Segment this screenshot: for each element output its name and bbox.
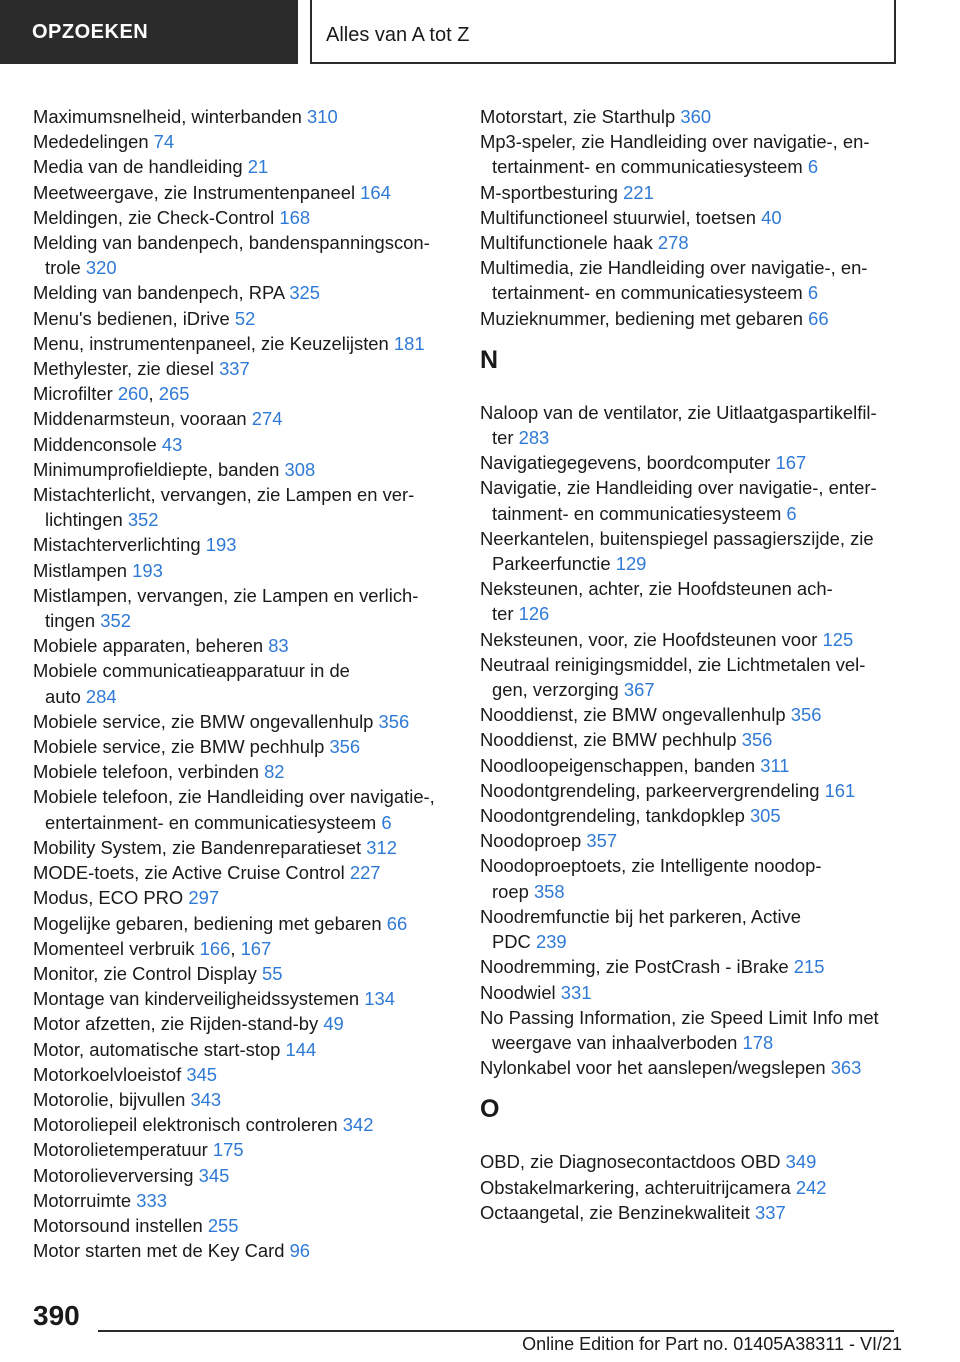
page-reference-link[interactable]: 352: [127, 509, 159, 531]
index-entry: [480, 1055, 900, 1080]
index-entry-text: Momenteel verbruik: [33, 937, 195, 959]
index-entry-continuation: tingen: [45, 610, 96, 632]
index-entry-text: OBD, zie Diagnosecontactdoos OBD: [480, 1151, 781, 1173]
index-entry: [33, 406, 453, 431]
index-entry: [33, 482, 453, 532]
index-entry-text: Modus, ECO PRO: [33, 887, 184, 909]
index-entry-continuation: ter: [492, 603, 514, 625]
index-entry-text: Maximumsnelheid, winterbanden: [33, 106, 302, 127]
index-entry-continuation: PDC: [492, 931, 531, 953]
page-reference-link[interactable]: 166: [199, 937, 231, 959]
index-entry-text: Mobiele communicatieapparatuur in de: [33, 660, 350, 682]
page-reference-link[interactable]: 260: [117, 383, 149, 405]
index-entry-text: Middenarmsteun, vooraan: [33, 408, 247, 430]
index-entry-continuation: entertainment- en communicatiesysteem: [45, 811, 377, 833]
page-reference-link[interactable]: 66: [386, 912, 408, 934]
index-entry-text: Mobiele service, zie BMW ongevallenhulp: [33, 710, 374, 732]
index-entry: [33, 961, 453, 986]
index-entry-continuation: Parkeerfunctie: [492, 553, 611, 575]
index-entry-text: Methylester, zie diesel: [33, 358, 214, 380]
page-reference-link[interactable]: 167: [240, 937, 272, 959]
index-entry: [480, 1175, 900, 1200]
index-entry-continuation: weergave van inhaalverboden: [492, 1031, 738, 1053]
index-entry: [480, 104, 900, 129]
index-column-left: [33, 104, 453, 1263]
chapter-title: Alles van A tot Z: [310, 0, 896, 64]
index-entry-text: Mp3-speler, zie Handleiding over navigatie-, en-: [480, 131, 870, 153]
page-reference-link[interactable]: 283: [518, 427, 550, 449]
index-entry: [480, 652, 900, 702]
page-reference-link[interactable]: 345: [186, 1063, 218, 1085]
index-entry: [33, 734, 453, 759]
footer-divider: [98, 1330, 894, 1332]
index-entry-text: Mistlampen, vervangen, zie Lampen en verlich-: [33, 584, 419, 606]
index-entry: [33, 986, 453, 1011]
page-reference-link[interactable]: 52: [234, 307, 256, 329]
index-entry-text: M-sportbesturing: [480, 181, 618, 203]
page-reference-link[interactable]: 125: [822, 628, 854, 650]
index-entry-text: Neksteunen, voor, zie Hoofdsteunen voor: [480, 628, 818, 650]
page-reference-link[interactable]: 6: [381, 811, 392, 833]
index-entry: [33, 1112, 453, 1137]
page-reference-link[interactable]: 360: [680, 106, 712, 127]
index-letter-heading: N: [480, 345, 499, 374]
page-reference-link[interactable]: 312: [366, 836, 397, 858]
page-reference-link[interactable]: 255: [207, 1214, 239, 1236]
index-entry-text: Noodoproep: [480, 830, 582, 852]
index-entry: [33, 104, 453, 129]
page-reference-link[interactable]: 181: [393, 332, 425, 354]
index-entry: [33, 457, 453, 482]
index-entry: [33, 784, 453, 834]
index-entry-text: Mobiele telefoon, zie Handleiding over navigatie-,: [33, 786, 435, 808]
page-reference-link[interactable]: 21: [247, 156, 269, 178]
index-entry-text: Motor, automatische start-stop: [33, 1038, 281, 1060]
index-entry: [33, 633, 453, 658]
index-entry-text: Mistachterlicht, vervangen, zie Lampen en ver-: [33, 484, 415, 506]
page-reference-link[interactable]: 356: [741, 729, 773, 751]
index-entry: [33, 532, 453, 557]
index-entry: [480, 904, 900, 954]
index-entry-text: Motor afzetten, zie Rijden-stand-by: [33, 1013, 319, 1035]
page-reference-link[interactable]: 164: [360, 181, 391, 203]
page-reference-link[interactable]: 193: [205, 534, 237, 556]
index-entry: [480, 803, 900, 828]
index-entry: [33, 205, 453, 230]
index-entry: [480, 205, 900, 230]
index-entry-text: Meldingen, zie Check-Control: [33, 206, 275, 228]
index-entry-text: Motorsound instellen: [33, 1214, 203, 1236]
page-reference-link[interactable]: 325: [289, 282, 320, 304]
index-entry: [33, 1213, 453, 1238]
page-reference-link[interactable]: 311: [760, 754, 790, 776]
index-entry: Microfilter 260, 265: [33, 383, 190, 405]
index-entry-text: Melding van bandenpech, bandenspanningscon-: [33, 232, 430, 254]
index-entry: [33, 885, 453, 910]
index-entry-text: Motorstart, zie Starthulp: [480, 106, 676, 127]
page-reference-link[interactable]: 74: [153, 131, 175, 153]
index-entry: [480, 306, 900, 331]
page-reference-link[interactable]: 284: [85, 685, 117, 707]
page-reference-link[interactable]: 193: [132, 559, 163, 581]
index-entry: [480, 255, 900, 305]
page-reference-link[interactable]: 356: [378, 710, 410, 732]
index-entry-text: Navigatie, zie Handleiding over navigatie-, enter-: [480, 477, 877, 499]
index-entry-continuation: lichtingen: [45, 509, 123, 531]
index-entry-text: Neerkantelen, buitenspiegel passagierszijde, zie: [480, 527, 874, 549]
page-reference-link[interactable]: 356: [790, 704, 822, 726]
index-entry-text: Nooddienst, zie BMW ongevallenhulp: [480, 704, 786, 726]
index-entry-text: Nylonkabel voor het aanslepen/wegslepen: [480, 1057, 826, 1079]
index-entry: [33, 658, 453, 708]
index-entry: [33, 331, 453, 356]
page-reference-link[interactable]: 6: [807, 156, 819, 178]
page-reference-link[interactable]: 242: [795, 1176, 827, 1198]
index-entry-text: Naloop van de ventilator, zie Uitlaatgaspartikelfil-: [480, 401, 877, 423]
index-entry: [480, 627, 900, 652]
index-entry-text: Noodontgrendeling, parkeervergrendeling: [480, 779, 820, 801]
page-reference-link[interactable]: 49: [323, 1013, 344, 1035]
index-entry-continuation: roep: [492, 880, 529, 902]
index-entry: [33, 306, 453, 331]
index-entry-text: Noodloopeigenschappen, banden: [480, 754, 756, 776]
index-entry-text: Mistachterverlichting: [33, 534, 201, 556]
index-entry: [480, 576, 900, 626]
page-reference-link[interactable]: 337: [755, 1201, 786, 1223]
index-entry: [480, 526, 900, 576]
index-entry: [480, 129, 900, 179]
index-entry-text: Mogelijke gebaren, bediening met gebaren: [33, 912, 382, 934]
edition-note: Online Edition for Part no. 01405A38311 - VI/21: [522, 1334, 902, 1354]
index-entry: [33, 1087, 453, 1112]
index-entry-continuation: tertainment- en communicatiesysteem: [492, 282, 803, 304]
index-entry-text: Neutraal reinigingsmiddel, zie Lichtmetalen vel-: [480, 653, 866, 675]
index-entry-text: Motorruimte: [33, 1189, 132, 1211]
index-entry: [480, 753, 900, 778]
page-reference-link[interactable]: 308: [284, 458, 316, 480]
index-entry: [480, 180, 900, 205]
index-entry-text: Nooddienst, zie BMW pechhulp: [480, 729, 737, 751]
index-entry: [33, 759, 453, 784]
index-entry: [33, 1238, 453, 1263]
page-reference-link[interactable]: 66: [808, 307, 829, 329]
index-entry-text: Mistlampen: [33, 559, 128, 581]
page-reference-link[interactable]: 310: [306, 106, 338, 127]
index-entry: [480, 1200, 900, 1225]
page-reference-link[interactable]: 178: [742, 1031, 774, 1053]
page-reference-link[interactable]: 167: [775, 452, 807, 474]
index-entry-text: Microfilter: [33, 383, 113, 405]
index-entry: [33, 835, 453, 860]
index-entry-text: Mobiele telefoon, verbinden: [33, 761, 259, 783]
index-entry-text: Mobiele service, zie BMW pechhulp: [33, 736, 325, 758]
index-entry-text: Noodremming, zie PostCrash - iBrake: [480, 956, 789, 978]
index-entry: [480, 828, 900, 853]
index-entry: [480, 475, 900, 525]
page-reference-link[interactable]: 356: [329, 736, 361, 758]
index-entry: [33, 1137, 453, 1162]
index-entry-text: Multifunctioneel stuurwiel, toetsen: [480, 206, 757, 228]
page-number: 390: [33, 1300, 80, 1331]
index-entry-continuation: trole: [45, 257, 81, 279]
index-entry-text: Motorolieverversing: [33, 1164, 194, 1186]
index-entry-text: Melding van bandenpech, RPA: [33, 282, 285, 304]
index-entry: [480, 778, 900, 803]
page-reference-link[interactable]: 96: [289, 1240, 311, 1262]
index-entry-text: Motor starten met de Key Card: [33, 1240, 285, 1262]
page-reference-link[interactable]: 305: [749, 805, 781, 827]
index-entry-text: Noodoproeptoets, zie Intelligente noodop-: [480, 855, 822, 877]
index-entry-text: Middenconsole: [33, 433, 157, 455]
page-reference-link[interactable]: 363: [830, 1057, 862, 1079]
index-entry-text: Motoroliepeil elektronisch controleren: [33, 1114, 338, 1136]
index-entry: [480, 853, 900, 903]
section-tab: OPZOEKEN: [0, 0, 298, 64]
index-entry-continuation: tainment- en communicatiesysteem: [492, 502, 782, 524]
index-entry-continuation: gen, verzorging: [492, 679, 619, 701]
page-reference-link[interactable]: 129: [615, 553, 647, 575]
index-entry-text: Mobiele apparaten, beheren: [33, 635, 264, 657]
index-entry: [33, 154, 453, 179]
page-reference-link[interactable]: 40: [761, 206, 782, 228]
index-entry-text: Muzieknummer, bediening met gebaren: [480, 307, 804, 329]
index-entry: [33, 1163, 453, 1188]
index-letter-heading: O: [480, 1095, 500, 1124]
index-entry-continuation: tertainment- en communicatiesysteem: [492, 156, 803, 178]
index-entry-text: Mededelingen: [33, 131, 149, 153]
page-reference-link[interactable]: 345: [198, 1164, 230, 1186]
page-reference-link[interactable]: 82: [264, 761, 285, 783]
index-entry-continuation: ter: [492, 427, 514, 449]
page-reference-link[interactable]: 215: [793, 956, 825, 978]
index-entry: [33, 860, 453, 885]
index-entry: [33, 1037, 453, 1062]
index-entry: [33, 1011, 453, 1036]
index-entry: [33, 230, 453, 280]
index-entry-text: MODE-toets, zie Active Cruise Control: [33, 862, 345, 884]
page-reference-link[interactable]: 352: [100, 610, 131, 632]
page-reference-link[interactable]: 221: [623, 181, 654, 203]
index-entry: [33, 709, 453, 734]
index-entry-text: Octaangetal, zie Benzinekwaliteit: [480, 1201, 750, 1223]
page-reference-link[interactable]: 6: [786, 502, 797, 524]
index-entry: [33, 911, 453, 936]
page-reference-link[interactable]: 274: [251, 408, 283, 430]
page-reference-link[interactable]: 83: [268, 635, 289, 657]
index-entry: [33, 583, 453, 633]
index-entry: Momenteel verbruik 166, 167: [33, 937, 272, 959]
index-entry-text: Neksteunen, achter, zie Hoofdsteunen ach-: [480, 578, 833, 600]
index-entry-text: Noodremfunctie bij het parkeren, Active: [480, 905, 801, 927]
index-entry-text: No Passing Information, zie Speed Limit Info met: [480, 1006, 879, 1028]
index-entry: [33, 1062, 453, 1087]
index-entry: [480, 230, 900, 255]
page-reference-link[interactable]: 297: [188, 887, 220, 909]
index-entry: [33, 280, 453, 305]
index-entry: [480, 1149, 900, 1174]
index-entry-continuation: auto: [45, 685, 81, 707]
index-entry-text: Motorolietemperatuur: [33, 1139, 208, 1161]
index-entry: [33, 558, 453, 583]
index-entry: [33, 129, 453, 154]
page-reference-link[interactable]: 349: [785, 1151, 817, 1173]
page-reference-link[interactable]: 227: [349, 862, 381, 884]
index-entry-text: Obstakelmarkering, achteruitrijcamera: [480, 1176, 791, 1198]
index-entry-text: Meetweergave, zie Instrumentenpaneel: [33, 181, 356, 203]
index-entry-text: Minimumprofieldiepte, banden: [33, 458, 280, 480]
index-entry-text: Motorolie, bijvullen: [33, 1088, 186, 1110]
page-reference-link[interactable]: 175: [212, 1139, 244, 1161]
page-reference-link[interactable]: 337: [219, 358, 250, 380]
page-reference-link[interactable]: 43: [161, 433, 183, 455]
page-reference-link[interactable]: 239: [535, 931, 567, 953]
page-reference-link[interactable]: 342: [342, 1114, 374, 1136]
index-entry: [33, 432, 453, 457]
page-reference-link[interactable]: 278: [657, 232, 689, 254]
index-entry: [480, 980, 900, 1005]
index-entry-text: Menu's bedienen, iDrive: [33, 307, 230, 329]
index-entry-text: Navigatiegegevens, boordcomputer: [480, 452, 771, 474]
page-reference-link[interactable]: 144: [285, 1038, 317, 1060]
index-entry-text: Motorkoelvloeistof: [33, 1063, 182, 1085]
page-header: [0, 0, 960, 64]
index-entry: [33, 180, 453, 205]
index-entry-text: Multimedia, zie Handleiding over navigatie-, en-: [480, 257, 868, 279]
index-entry: [33, 356, 453, 381]
index-entry-text: Montage van kinderveiligheidssystemen: [33, 988, 360, 1010]
page-reference-link[interactable]: 55: [261, 962, 283, 984]
index-entry-text: Multifunctionele haak: [480, 232, 653, 254]
page-reference-link[interactable]: 367: [623, 679, 655, 701]
page-reference-link[interactable]: 357: [586, 830, 618, 852]
index-entry-text: Mobility System, zie Bandenreparatieset: [33, 836, 362, 858]
page-reference-link[interactable]: 265: [158, 383, 190, 405]
page-reference-link[interactable]: 331: [560, 981, 592, 1003]
page-reference-link[interactable]: 333: [136, 1189, 167, 1211]
index-entry: [480, 954, 900, 979]
index-entry: [480, 400, 900, 450]
page-reference-link[interactable]: 6: [807, 282, 819, 304]
index-entry-text: Menu, instrumentenpaneel, zie Keuzelijsten: [33, 332, 389, 354]
page-reference-link[interactable]: 168: [279, 206, 311, 228]
page-reference-link[interactable]: 320: [85, 257, 117, 279]
index-entry: [33, 1188, 453, 1213]
index-entry: [480, 450, 900, 475]
index-entry: [480, 727, 900, 752]
index-entry: [480, 702, 900, 727]
index-entry-text: Media van de handleiding: [33, 156, 243, 178]
index-entry: [480, 1005, 900, 1055]
page-reference-link[interactable]: 161: [824, 779, 856, 801]
index-entry-text: Monitor, zie Control Display: [33, 962, 257, 984]
index-entry-text: Noodwiel: [480, 981, 556, 1003]
page-reference-link[interactable]: 343: [190, 1088, 222, 1110]
page-reference-link[interactable]: 358: [533, 880, 565, 902]
page-reference-link[interactable]: 134: [364, 988, 395, 1010]
index-entry-text: Noodontgrendeling, tankdopklep: [480, 805, 745, 827]
page-reference-link[interactable]: 126: [518, 603, 550, 625]
index-column-right: [480, 104, 900, 1225]
